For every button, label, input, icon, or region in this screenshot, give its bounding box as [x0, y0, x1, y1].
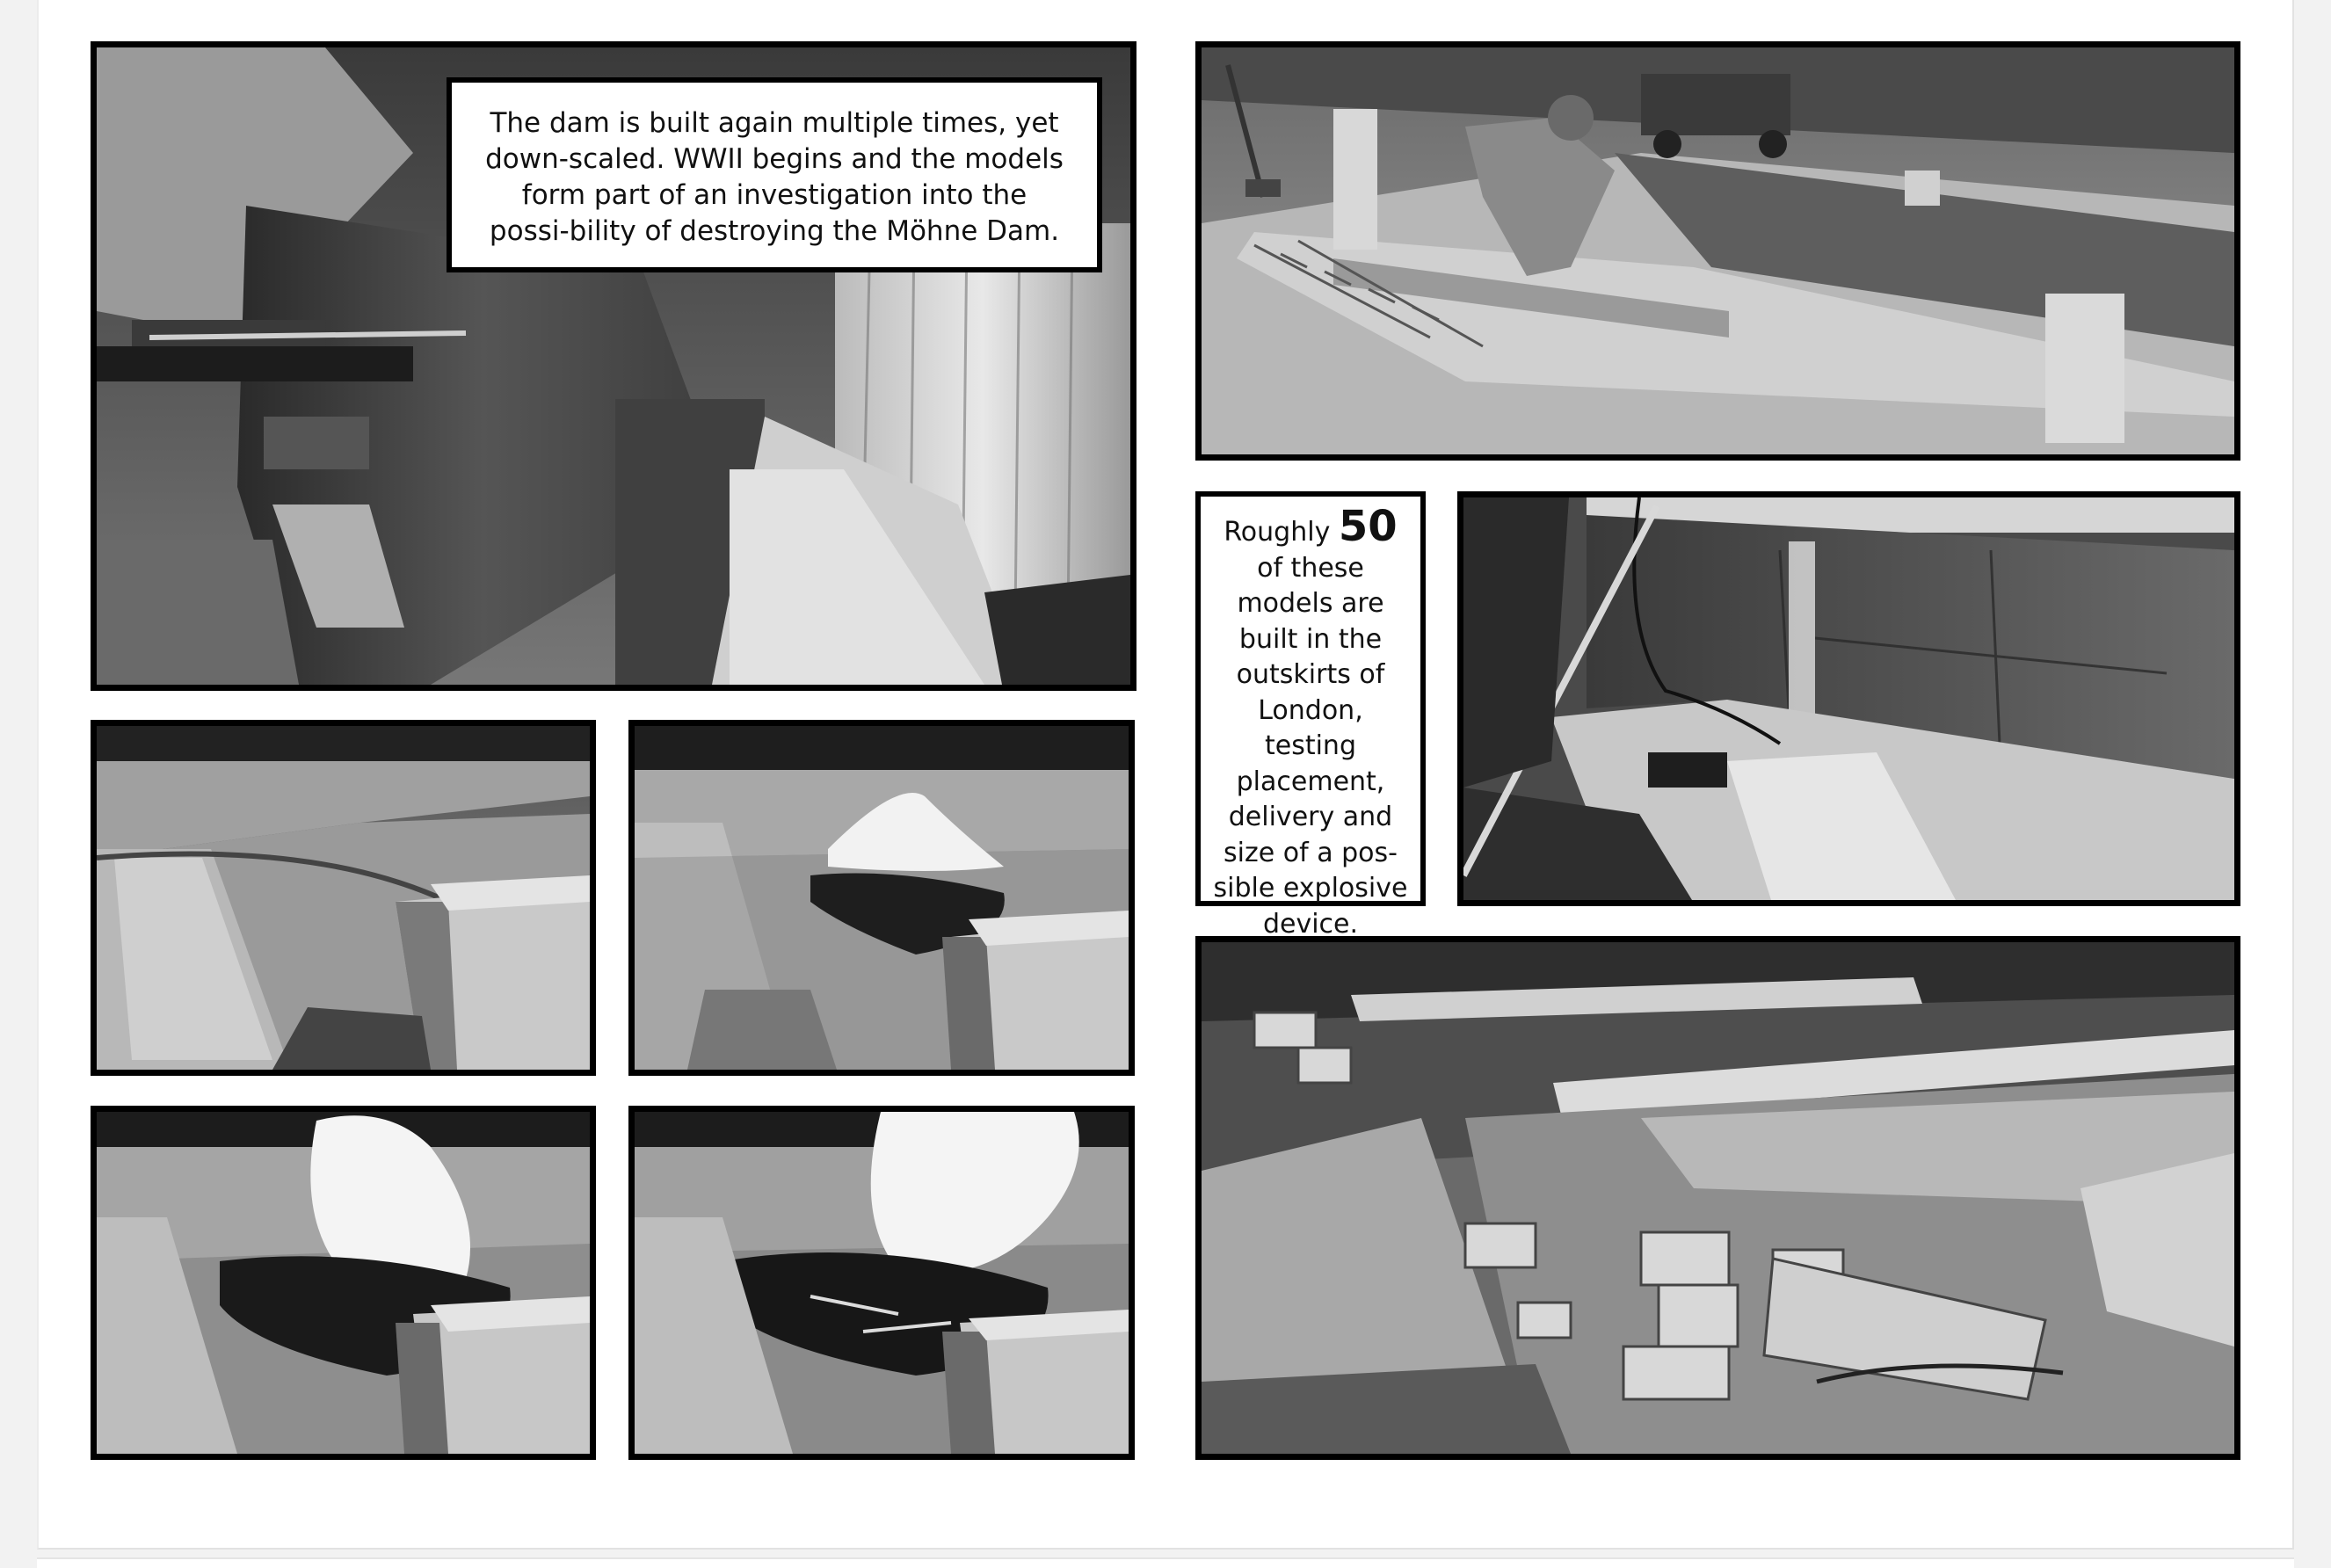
- photo-illustration: [1463, 497, 2234, 900]
- photo-illustration: [635, 1112, 1129, 1454]
- photo-illustration: [1202, 942, 2234, 1454]
- photo-explosion-frame-4: [628, 1106, 1135, 1460]
- caption-box-top: [447, 77, 1102, 272]
- photo-model-dam-interior: [1457, 491, 2240, 906]
- photo-explosion-frame-3: [91, 1106, 596, 1460]
- photo-illustration: [97, 1112, 590, 1454]
- caption-box-side: [1195, 491, 1426, 940]
- photo-illustration: [97, 726, 590, 1070]
- caption-highlight-number: 50: [1338, 502, 1398, 551]
- photo-worker-building-model: [1195, 41, 2240, 461]
- next-page-edge: [37, 1557, 2294, 1568]
- photo-explosion-frame-1: [91, 720, 596, 1076]
- photo-breached-model-dam: [1195, 936, 2240, 1460]
- photo-explosion-frame-2: [628, 720, 1135, 1076]
- photo-illustration: [635, 726, 1129, 1070]
- caption-text-top: The dam is built again multiple times, yet down-scaled. WWII begins and the models form part of an investigation into the possi-bility of destroying the Möhne Dam.: [485, 107, 1064, 247]
- caption-text-prefix: Roughly: [1224, 517, 1331, 548]
- caption-text-side: of these models are built in the outskirts of London, testing placement, delivery and size of a pos-sible explosive device.: [1213, 552, 1408, 940]
- photo-illustration: [1202, 47, 2234, 454]
